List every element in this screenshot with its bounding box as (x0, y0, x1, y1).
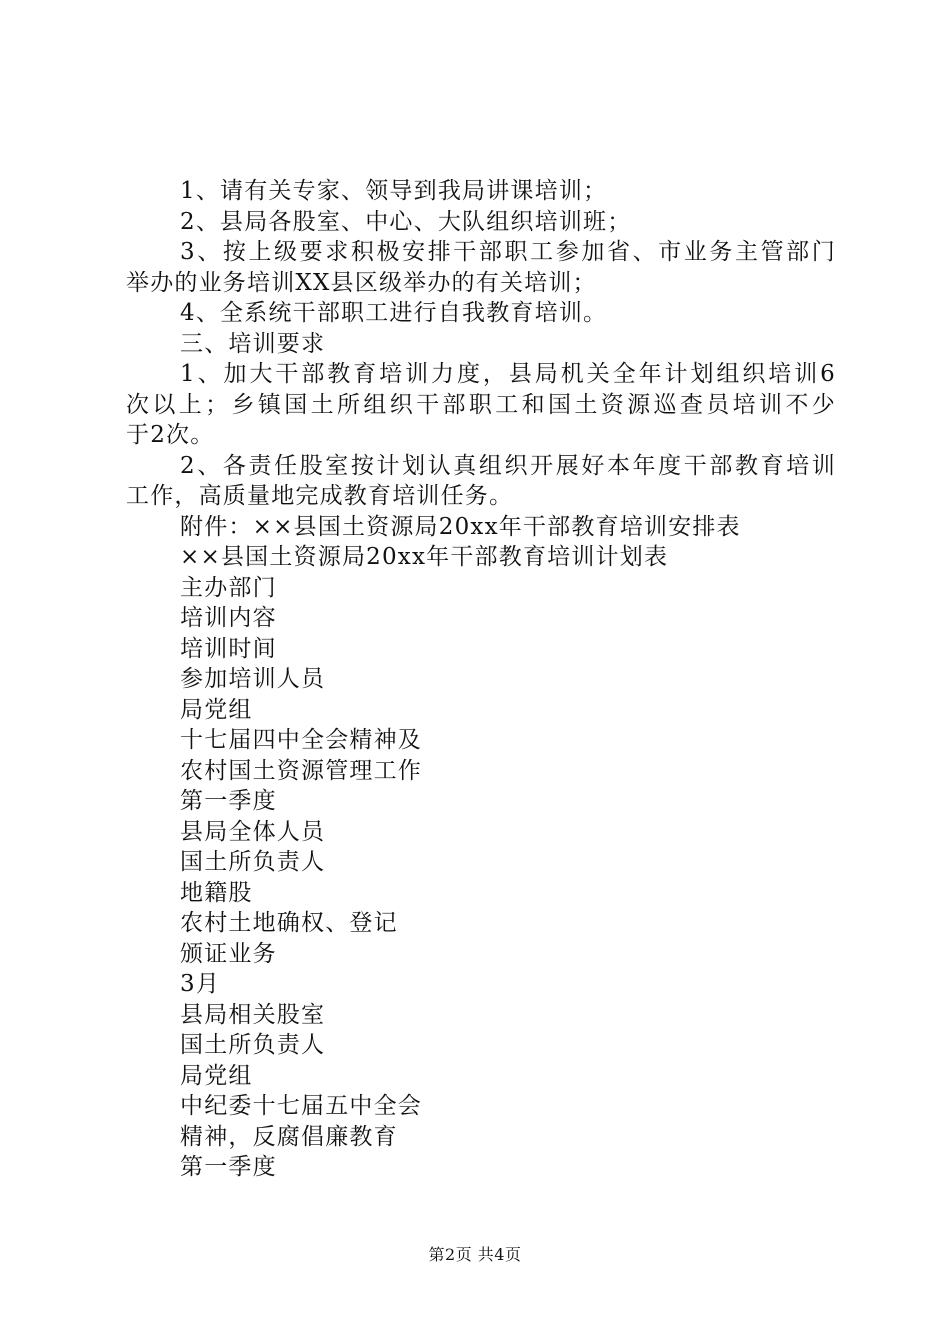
table-cell: 农村土地确权、登记 (180, 910, 398, 936)
table-title: ××县国土资源局20xx年干部教育培训计划表 (180, 544, 669, 570)
document-body (126, 176, 836, 1183)
paragraph-line: 2、各责任股室按计划认真组织开展好本年度干部教育培训 (180, 452, 836, 479)
table-cell: 第一季度 (180, 1154, 277, 1180)
table-cell: 地籍股 (180, 879, 253, 906)
table-cell: 县局全体人员 (180, 818, 326, 845)
table-cell: 精神，反腐倡廉教育 (180, 1123, 398, 1150)
table-cell: 培训时间 (180, 635, 277, 662)
table-cell: 县局相关股室 (180, 1001, 326, 1028)
table-cell: 局党组 (180, 696, 253, 723)
table-cell: 国土所负责人 (180, 849, 326, 875)
table-cell: 第一季度 (180, 788, 277, 814)
table-cell: 中纪委十七届五中全会 (180, 1093, 422, 1119)
paragraph-line: 次以上；乡镇国土所组织干部职工和国土资源巡查员培训不少 (126, 391, 836, 418)
paragraph-line: 1、加大干部教育培训力度，县局机关全年计划组织培训6 (180, 361, 836, 387)
paragraph-line: 2、县局各股室、中心、大队组织培训班； (180, 208, 632, 235)
table-cell: 局党组 (180, 1062, 253, 1089)
paragraph-line: 于2次。 (126, 422, 215, 448)
page-number-label: 第2页 共4页 (428, 1245, 522, 1264)
table-cell: 十七届四中全会精神及 (180, 727, 422, 753)
section-heading: 三、培训要求 (180, 330, 326, 357)
page-footer (0, 1244, 950, 1266)
table-cell: 国土所负责人 (180, 1032, 326, 1058)
paragraph-line: 4、全系统干部职工进行自我教育培训。 (180, 300, 608, 326)
table-cell: 3月 (180, 971, 221, 997)
table-cell: 培训内容 (180, 605, 277, 631)
attachment-line: 附件：××县国土资源局20xx年干部教育培训安排表 (180, 513, 741, 540)
table-cell: 参加培训人员 (180, 666, 326, 692)
paragraph-line: 3、按上级要求积极安排干部职工参加省、市业务主管部门 (180, 239, 836, 265)
table-cell: 颁证业务 (180, 940, 277, 967)
paragraph-line: 1、请有关专家、领导到我局讲课培训； (180, 178, 608, 204)
paragraph-line: 工作，高质量地完成教育培训任务。 (126, 483, 514, 509)
table-cell: 主办部门 (180, 574, 277, 601)
table-cell: 农村国土资源管理工作 (180, 757, 422, 784)
paragraph-line: 举办的业务培训XX县区级举办的有关培训； (126, 269, 597, 296)
